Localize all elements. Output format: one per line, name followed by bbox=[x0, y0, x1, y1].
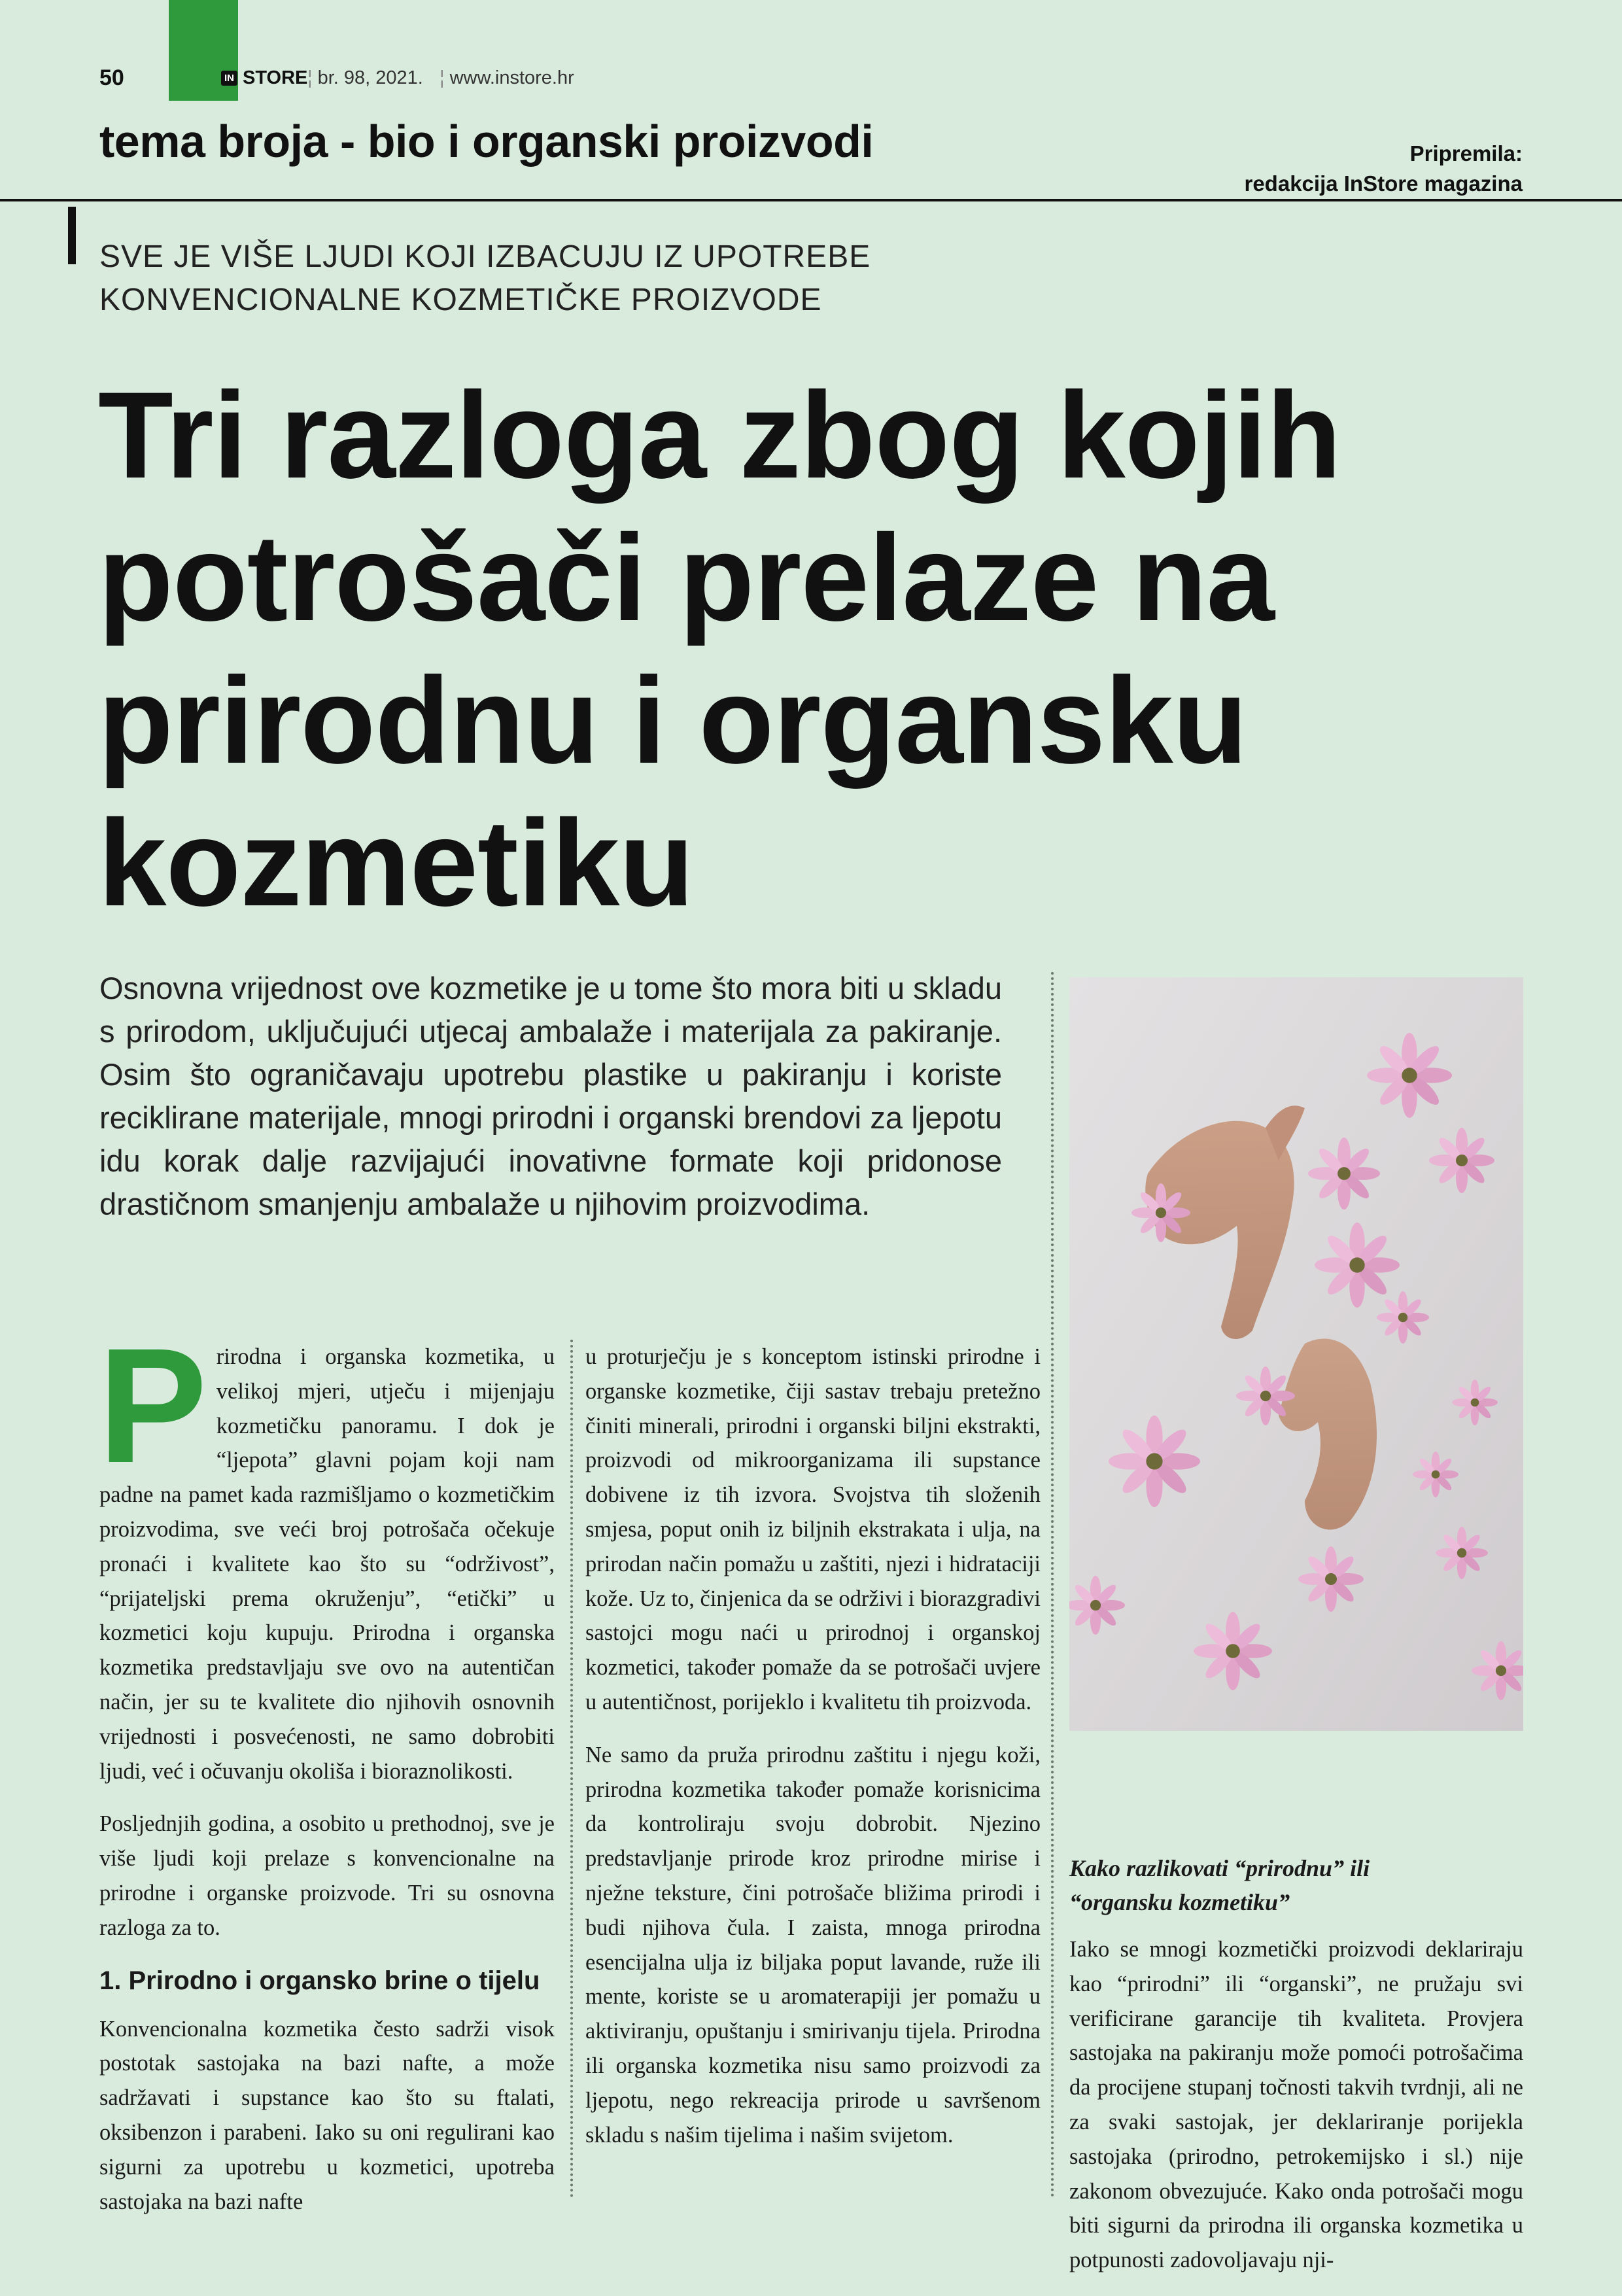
column-divider bbox=[1051, 972, 1054, 2198]
author-credit bbox=[1244, 139, 1523, 199]
body-paragraph: Konvencionalna kozmetika često sadrži visok postotak sastojaka na bazi nafte, a može sadržavati i supstance kao što su ftalati, oksibenzon i parabeni. Iako su oni regulirani kao sigurni za upotrebu u kozmetici, upotreba sastojaka na bazi nafte bbox=[99, 2016, 555, 2214]
article-photo-hands-flowers bbox=[1069, 977, 1523, 1731]
section-title: tema broja - bio i organski proizvodi bbox=[99, 116, 874, 167]
issue-text: br. 98, 2021. bbox=[317, 67, 423, 88]
brand-name: STORE bbox=[243, 67, 308, 88]
body-paragraph: Iako se mnogi kozmetički proizvodi deklariraju kao “prirodni” ili “organski”, ne pružaju svi verificirane garancije tih kvaliteta. Provjera sastojaka na pakiranju može pomoći potrošačima da procijene stupanj točnosti takvih tvrdnji, ali ne za svaki sastojak, jer deklariranje porijekla sastojaka (prirodno, petrokemijsko i sl.) nije zakonom obvezujuće. Kako onda potrošači mogu biti sigurni da prirodna ili organska kozmetika u potpunosti zadovoljavaju nji- bbox=[1069, 1937, 1523, 2273]
website-text: www.instore.hr bbox=[449, 67, 574, 88]
kicker-bar bbox=[68, 207, 76, 264]
page-number: 50 bbox=[99, 65, 124, 90]
brand-logo bbox=[221, 67, 307, 89]
brand-badge: IN bbox=[221, 71, 237, 86]
kicker-line-1: SVE JE VIŠE LJUDI KOJI IZBACUJU IZ UPOTREBE bbox=[99, 239, 871, 274]
kicker bbox=[99, 235, 871, 322]
article-column-2 bbox=[585, 1340, 1041, 2170]
lead-paragraph: Osnovna vrijednost ove kozmetike je u tome što mora biti u skladu s prirodom, uključujući utjecaj ambalaže i materijala za pakiranje. Osim što ograničavaju upotrebu plastike u pakiranju i koriste reciklirane materijale, mnogi prirodni i organski brendovi za ljepotu idu korak dalje razvijajući inovativne formate koji pridonose drastičnom smanjenju ambalaže u njihovim proizvodima. bbox=[99, 971, 1002, 1221]
box-heading-line-1: Kako razlikovati “prirodnu” ili bbox=[1069, 1855, 1370, 1881]
box-heading-line-2: “organsku kozmetiku” bbox=[1069, 1889, 1290, 1915]
headline-line-1: Tri razloga zbog kojih bbox=[98, 366, 1341, 504]
website: ¦ www.instore.hr bbox=[440, 67, 574, 88]
header-rule bbox=[0, 199, 1622, 201]
body-paragraph bbox=[98, 1314, 555, 1788]
article-column-1 bbox=[98, 1314, 555, 2237]
body-paragraph: Ne samo da pruža prirodnu zaštitu i njegu koži, prirodna kozmetika također pomaže korisnicima da kontroliraju svoju dobrobit. Njezino predstavljanje prirode kroz prirodne mirise i nježne teksture, čini potrošače bližima prirodi i budi njihova čula. I zaista, mnoga prirodna esencijalna ulja iz biljaka poput lavande, ruže ili mente, koriste se u aromaterapiji jer pomažu u aktiviranju, opuštanju i smirivanju tijela. Prirodna ili organska kozmetika nisu samo proizvodi za ljepotu, nego rekreacija prirode u savršenom skladu s našim tijelima i našim svijetom. bbox=[585, 1742, 1041, 2148]
paragraph-text: rirodna i organska kozmetika, u velikoj mjeri, utječu i mijenjaju kozmetičku panoramu. I dok je “ljepota” glavni pojam koji nam padne na pamet kada razmišljamo o kozmetičkim proizvodima, sve veći broj potrošača očekuje pronaći i kvalitete kao što su “održivost”, “prijateljski prema okruženju”, “etički” u kozmetici koju kupuju. Prirodna i organska kozmetika predstavljaju sve ovo na autentičan način, jer su te kvalitete dio njihovih osnovnih vrijednosti i posvećenosti, ne samo dobrobiti ljudi, već i očuvanju okoliša i bioraznolikosti. bbox=[99, 1344, 555, 1784]
credit-label: Pripremila: bbox=[1409, 141, 1523, 165]
column-divider bbox=[570, 1340, 573, 2198]
kicker-line-2: KONVENCIONALNE KOZMETIČKE PROIZVODE bbox=[99, 283, 822, 317]
headline-line-2: potrošači prelaze na bbox=[98, 509, 1274, 646]
box-heading bbox=[1069, 1851, 1523, 1919]
issue-number: ¦ br. 98, 2021. bbox=[307, 67, 423, 88]
body-paragraph: u proturječju je s konceptom istinski prirodne i organske kozmetike, čiji sastav trebaju pretežno činiti minerali, prirodni i organski biljni ekstrakti, proizvodi od mikroorganizama ili supstance dobivene iz tih izvora. Svojstva tih složenih smjesa, poput onih iz biljnih ekstrakata i ulja, na prirodan način pomažu u zaštiti, njezi i hidrataciji kože. Uz to, činjenica da se održivi i biorazgradivi sastojci mogu naći u prirodnoj i organskoj kozmetici, također pomaže da se potrošači uvjere u autentičnost, porijeklo i kvalitetu tih proizvoda. bbox=[585, 1344, 1041, 1714]
subheading: 1. Prirodno i organsko brine o tijelu bbox=[99, 1966, 540, 1995]
drop-cap: P bbox=[98, 1314, 207, 1497]
credit-name: redakcija InStore magazina bbox=[1244, 171, 1523, 196]
headline bbox=[98, 364, 1537, 934]
body-paragraph: Posljednjih godina, a osobito u prethodnoj, sve je više ljudi koji prelaze s konvencionalne na prirodne i organske proizvode. Tri su osnovna razloga za to. bbox=[99, 1811, 555, 1940]
photo-illustration bbox=[1069, 977, 1523, 1731]
headline-line-3: prirodnu i organsku bbox=[98, 652, 1247, 789]
article-column-3 bbox=[1069, 1851, 1523, 2296]
headline-line-4: kozmetiku bbox=[98, 794, 694, 931]
